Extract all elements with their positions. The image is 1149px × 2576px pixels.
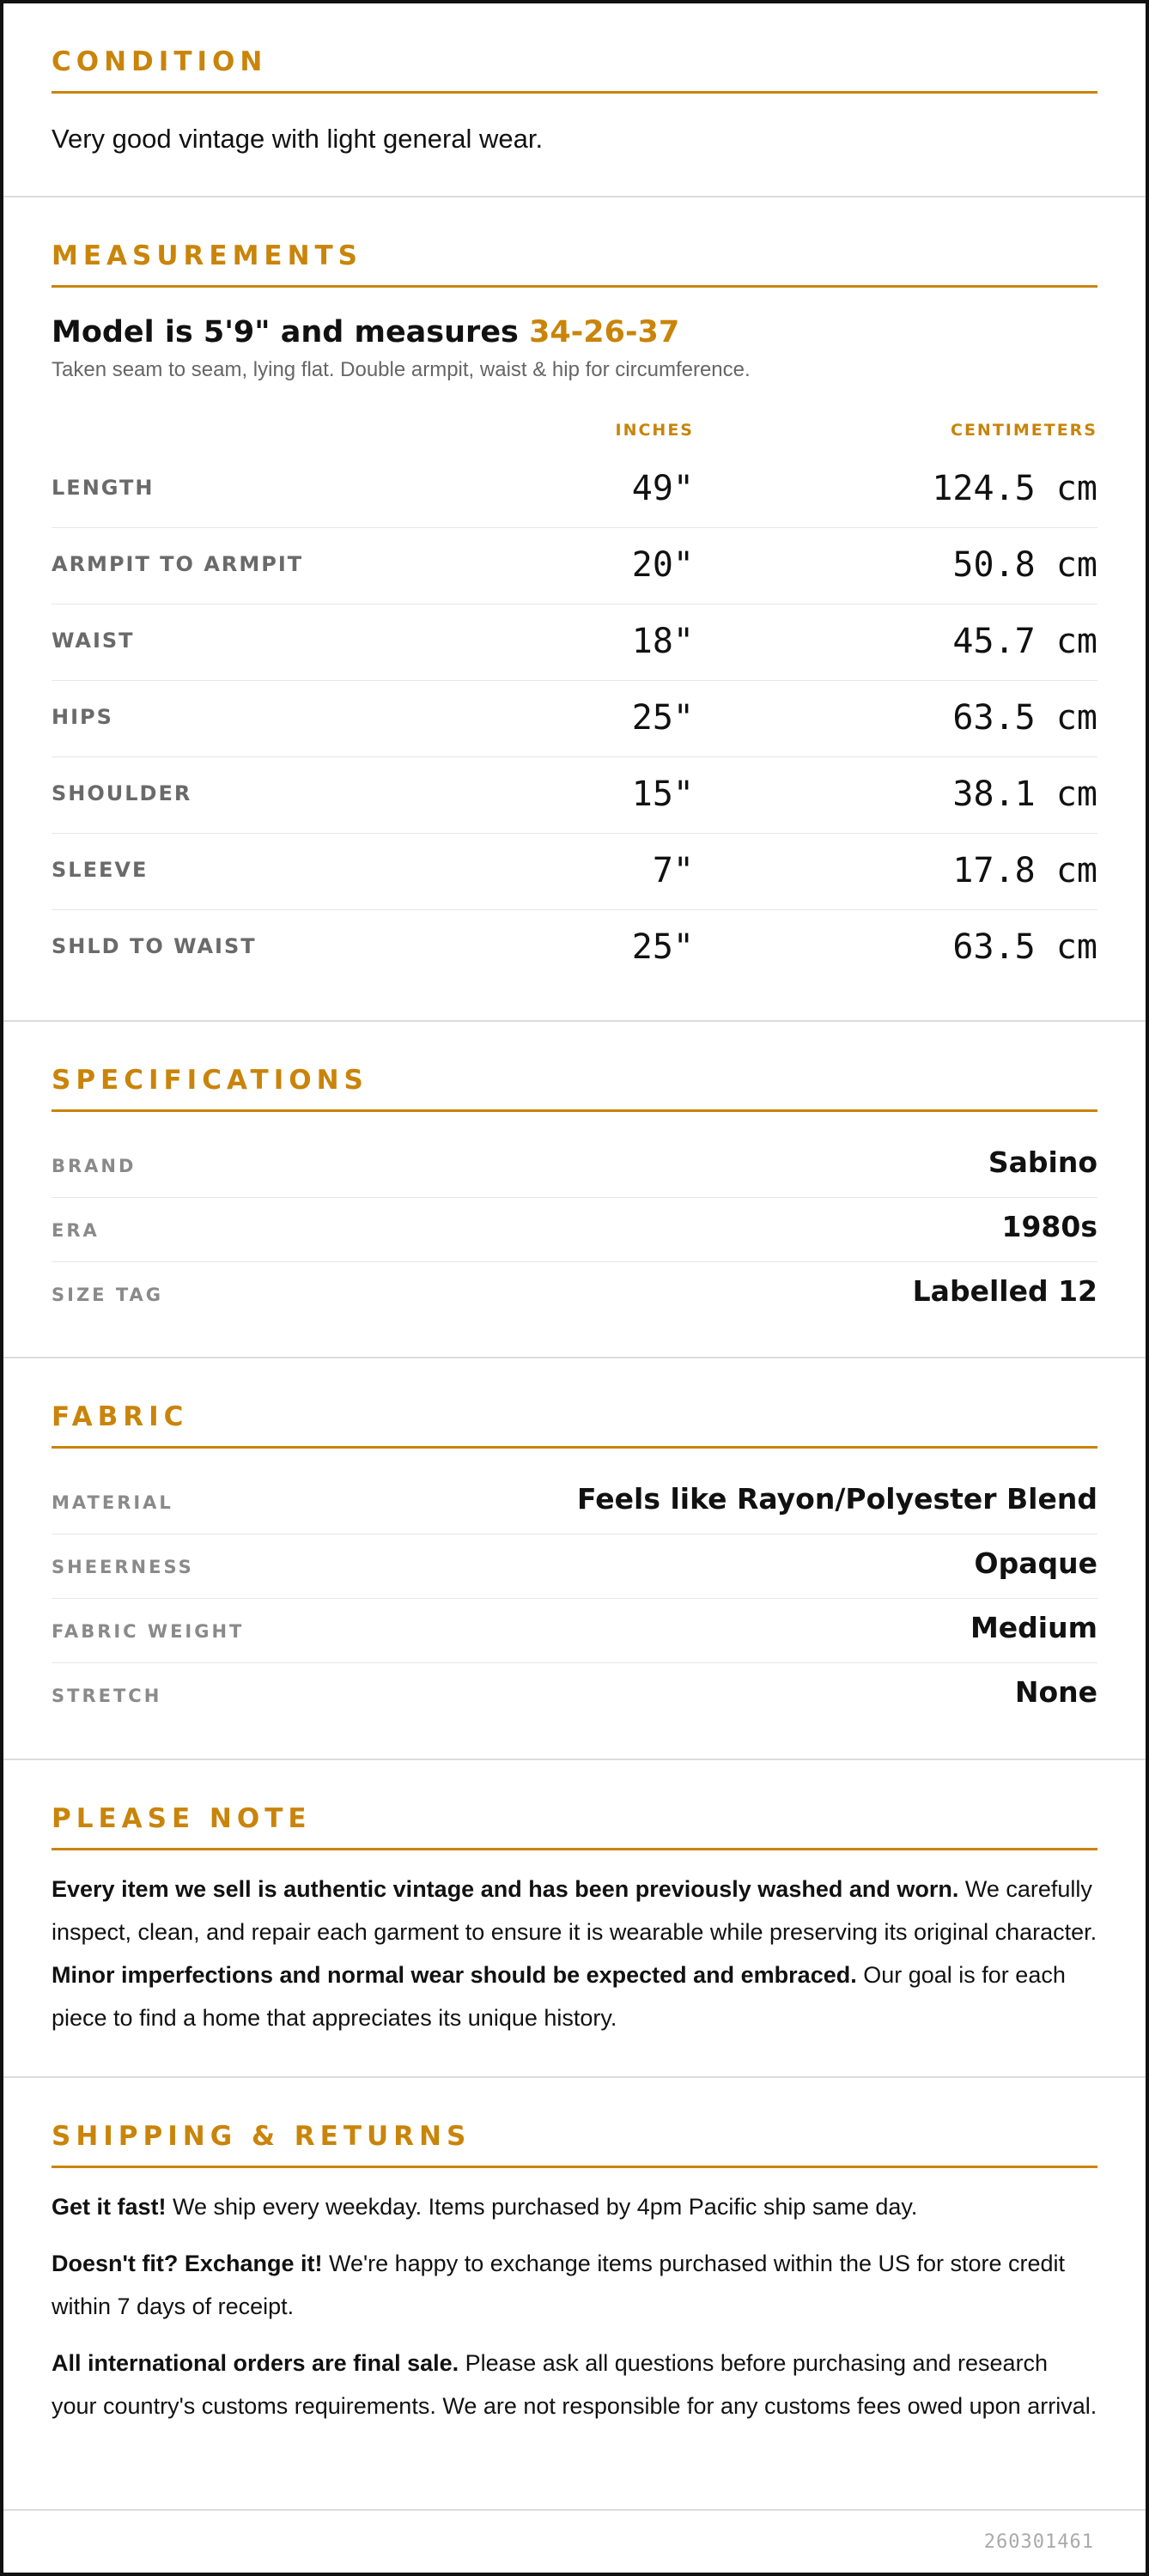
- shipping-exchange-bold: Doesn't fit? Exchange it!: [52, 2251, 323, 2276]
- fabric-row: [52, 1599, 1097, 1663]
- fabric-value: None: [1014, 1675, 1097, 1709]
- measurement-inches: 25": [631, 698, 694, 738]
- shipping-fast: [52, 2185, 1097, 2228]
- measurement-row: [52, 681, 1097, 757]
- spec-label: ERA: [52, 1220, 100, 1241]
- model-prefix: Model is 5'9" and measures: [52, 315, 530, 349]
- spec-value: Sabino: [988, 1145, 1097, 1179]
- condition-text: Very good vintage with light general wear.: [52, 124, 544, 154]
- fabric-label: MATERIAL: [52, 1492, 173, 1513]
- measurement-label: SHOULDER: [52, 781, 192, 805]
- specifications-heading: SPECIFICATIONS: [52, 1063, 1097, 1112]
- spec-value: 1980s: [1001, 1210, 1097, 1243]
- spec-label: BRAND: [52, 1156, 137, 1176]
- shipping-fast-text: We ship every weekday. Items purchased by 4pm Pacific ship same day.: [166, 2194, 918, 2220]
- spec-row: [52, 1262, 1097, 1327]
- note-emphasis-1: Every item we sell is authentic vintage and has been previously washed and worn.: [52, 1876, 959, 1902]
- shipping-section: [3, 2078, 1146, 2511]
- spec-label: SIZE TAG: [52, 1285, 164, 1305]
- measurement-label: WAIST: [52, 629, 135, 653]
- measurement-row: [52, 910, 1097, 987]
- note-emphasis-2: Minor imperfections and normal wear should be expected and embraced.: [52, 1962, 857, 1988]
- fabric-value: Opaque: [974, 1546, 1097, 1580]
- spec-value: Labelled 12: [912, 1274, 1097, 1308]
- measurement-cm: 63.5 cm: [952, 927, 1097, 967]
- col-inches-header: INCHES: [615, 421, 694, 440]
- fabric-value: Medium: [970, 1611, 1097, 1644]
- measurements-section: [3, 197, 1146, 1022]
- please-note-text: [52, 1868, 1097, 2039]
- shipping-fast-bold: Get it fast!: [52, 2194, 167, 2220]
- note-text-1: We carefully inspect, clean, and repair each garment to ensure it is wearable while preserving its original character.: [52, 1876, 1097, 1945]
- shipping-international: [52, 2342, 1097, 2427]
- measurements-heading: MEASUREMENTS: [52, 239, 1097, 288]
- measurement-cm: 124.5 cm: [932, 469, 1097, 508]
- measurement-row: [52, 757, 1097, 834]
- measurement-cm: 50.8 cm: [952, 545, 1097, 585]
- fabric-heading: FABRIC: [52, 1400, 1097, 1449]
- shipping-exchange: [52, 2242, 1097, 2328]
- measurement-cm: 38.1 cm: [952, 775, 1097, 814]
- col-cm-header: CENTIMETERS: [951, 421, 1097, 440]
- shipping-international-bold: All international orders are final sale.: [52, 2350, 459, 2376]
- measurement-label: HIPS: [52, 705, 113, 729]
- fabric-row: [52, 1534, 1097, 1599]
- measurement-note: Taken seam to seam, lying flat. Double armpit, waist & hip for circumference.: [52, 358, 751, 381]
- measurement-row: [52, 834, 1097, 910]
- spec-row: [52, 1198, 1097, 1262]
- measurements-table: [52, 421, 1097, 1022]
- spec-row: [52, 1133, 1097, 1198]
- measurement-row: [52, 605, 1097, 681]
- fabric-section: [3, 1358, 1146, 1760]
- measurement-cm: 63.5 cm: [952, 698, 1097, 738]
- shipping-heading: SHIPPING & RETURNS: [52, 2119, 1097, 2168]
- measurement-label: LENGTH: [52, 476, 155, 500]
- condition-heading: CONDITION: [52, 45, 1097, 94]
- model-measurements: [52, 315, 1097, 349]
- condition-section: [3, 3, 1146, 197]
- please-note-heading: PLEASE NOTE: [52, 1801, 1097, 1850]
- fabric-value: Feels like Rayon/Polyester Blend: [577, 1482, 1097, 1516]
- measurement-cm: 45.7 cm: [952, 622, 1097, 661]
- measurement-row: [52, 452, 1097, 528]
- please-note-section: [3, 1760, 1146, 2078]
- fabric-label: SHEERNESS: [52, 1557, 194, 1577]
- model-measurements-value: 34-26-37: [529, 315, 680, 349]
- shipping-exchange-text: We're happy to exchange items purchased within the US for store credit within 7 days of receipt.: [52, 2251, 1066, 2319]
- fabric-label: FABRIC WEIGHT: [52, 1621, 245, 1642]
- measurement-label: SLEEVE: [52, 858, 149, 882]
- measurement-inches: 15": [631, 775, 694, 814]
- fabric-row: [52, 1470, 1097, 1534]
- measurement-inches: 18": [631, 622, 694, 661]
- product-code: 260301461: [983, 2531, 1094, 2553]
- measurement-label: ARMPIT TO ARMPIT: [52, 552, 304, 576]
- measurement-inches: 49": [631, 469, 694, 508]
- measurement-label: SHLD TO WAIST: [52, 934, 257, 958]
- shipping-international-text: Please ask all questions before purchasing and research your country's customs requirements. We are not responsible for any customs fees owed upon arrival.: [52, 2350, 1097, 2419]
- specifications-section: [3, 1022, 1146, 1358]
- measurement-inches: 20": [631, 545, 694, 585]
- measurement-cm: 17.8 cm: [952, 851, 1097, 890]
- measurement-row: [52, 528, 1097, 605]
- measurement-inches: 25": [631, 927, 694, 967]
- fabric-row: [52, 1663, 1097, 1728]
- note-text-2: Our goal is for each piece to find a home that appreciates its unique history.: [52, 1962, 1066, 2031]
- fabric-label: STRETCH: [52, 1686, 162, 1706]
- measurement-inches: 7": [652, 851, 694, 890]
